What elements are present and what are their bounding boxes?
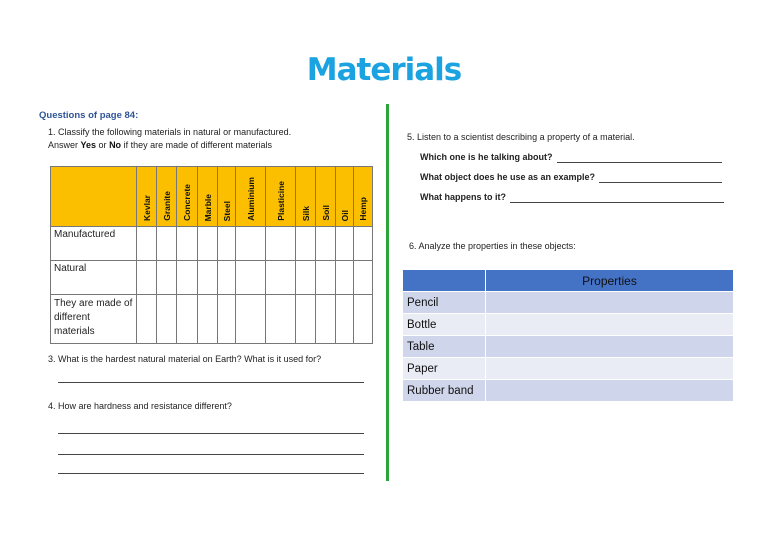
material-header-soil: Soil [316,167,336,227]
answer-cell[interactable] [296,295,316,344]
answer-line-q5a[interactable] [557,162,722,163]
classification-table [50,166,373,344]
question-5c: What happens to it? [420,192,506,202]
no-word: No [109,140,122,150]
question-3: 3. What is the hardest natural material on Earth? What is it used for? [48,354,322,364]
material-header-aluminium: Aluminium [236,167,266,227]
answer-cell[interactable] [198,295,218,344]
question-1-line-1: 1. Classify the following materials in natural or manufactured. [48,127,292,137]
row-label-manufactured: Manufactured [51,227,137,261]
answer-line-q4-3[interactable] [58,473,364,474]
table-row-different-materials [51,295,373,344]
answer-cell[interactable] [354,261,373,295]
question-4: 4. How are hardness and resistance different? [48,401,232,411]
material-header-kevlar: Kevlar [137,167,157,227]
answer-cell[interactable] [157,295,177,344]
answer-cell[interactable] [177,261,198,295]
answer-cell[interactable] [137,295,157,344]
answer-line-q5b[interactable] [599,182,722,183]
properties-header: Properties [486,270,734,292]
answer-cell[interactable] [157,261,177,295]
answer-cell[interactable] [266,227,296,261]
answer-cell[interactable] [266,261,296,295]
answer-cell[interactable] [218,295,236,344]
properties-answer-cell[interactable] [486,292,734,314]
properties-table [402,269,734,402]
answer-cell[interactable] [316,227,336,261]
question-5: 5. Listen to a scientist describing a property of a material. [407,132,635,142]
answer-cell[interactable] [137,261,157,295]
table-row [403,336,734,358]
answer-cell[interactable] [218,227,236,261]
answer-cell[interactable] [157,227,177,261]
worksheet-title: Materials [306,52,462,88]
material-header-concrete: Concrete [177,167,198,227]
answer-cell[interactable] [336,227,354,261]
yes-word: Yes [80,140,97,150]
object-paper: Paper [403,358,486,380]
material-header-silk: Silk [296,167,316,227]
answer-cell[interactable] [296,261,316,295]
answer-cell[interactable] [177,295,198,344]
question-1-line-2: Answer Yes or No if they are made of different materials [48,140,272,150]
column-divider [386,104,389,481]
table-row [403,380,734,402]
questions-heading: Questions of page 84: [39,110,139,121]
answer-cell[interactable] [198,261,218,295]
table-row-natural [51,261,373,295]
object-bottle: Bottle [403,314,486,336]
answer-line-q3[interactable] [58,382,364,383]
properties-answer-cell[interactable] [486,358,734,380]
answer-cell[interactable] [336,261,354,295]
answer-cell[interactable] [236,261,266,295]
properties-answer-cell[interactable] [486,380,734,402]
answer-cell[interactable] [266,295,296,344]
answer-line-q4-1[interactable] [58,433,364,434]
object-rubber-band: Rubber band [403,380,486,402]
material-header-oil: Oil [336,167,354,227]
material-header-plasticine: Plasticine [266,167,296,227]
question-5b: What object does he use as an example? [420,172,596,182]
row-label-natural: Natural [51,261,137,295]
table-row [403,314,734,336]
material-header-hemp: Hemp [354,167,373,227]
object-table: Table [403,336,486,358]
answer-cell[interactable] [336,295,354,344]
answer-cell[interactable] [236,227,266,261]
answer-cell[interactable] [198,227,218,261]
question-6: 6. Analyze the properties in these objects: [409,241,576,251]
properties-header-blank [403,270,486,292]
answer-cell[interactable] [316,295,336,344]
properties-answer-cell[interactable] [486,336,734,358]
answer-cell[interactable] [218,261,236,295]
object-pencil: Pencil [403,292,486,314]
answer-cell[interactable] [137,227,157,261]
answer-cell[interactable] [354,227,373,261]
answer-cell[interactable] [236,295,266,344]
properties-answer-cell[interactable] [486,314,734,336]
material-header-marble: Marble [198,167,218,227]
row-label-different-materials: They are made of different materials [51,295,137,344]
table-row [403,292,734,314]
answer-cell[interactable] [177,227,198,261]
table-row [403,358,734,380]
table-row-manufactured [51,227,373,261]
answer-line-q5c[interactable] [510,202,724,203]
material-header-granite: Granite [157,167,177,227]
answer-cell[interactable] [296,227,316,261]
answer-line-q4-2[interactable] [58,454,364,455]
question-5a: Which one is he talking about? [420,152,553,162]
answer-cell[interactable] [354,295,373,344]
answer-cell[interactable] [316,261,336,295]
material-header-steel: Steel [218,167,236,227]
header-corner [51,167,137,227]
